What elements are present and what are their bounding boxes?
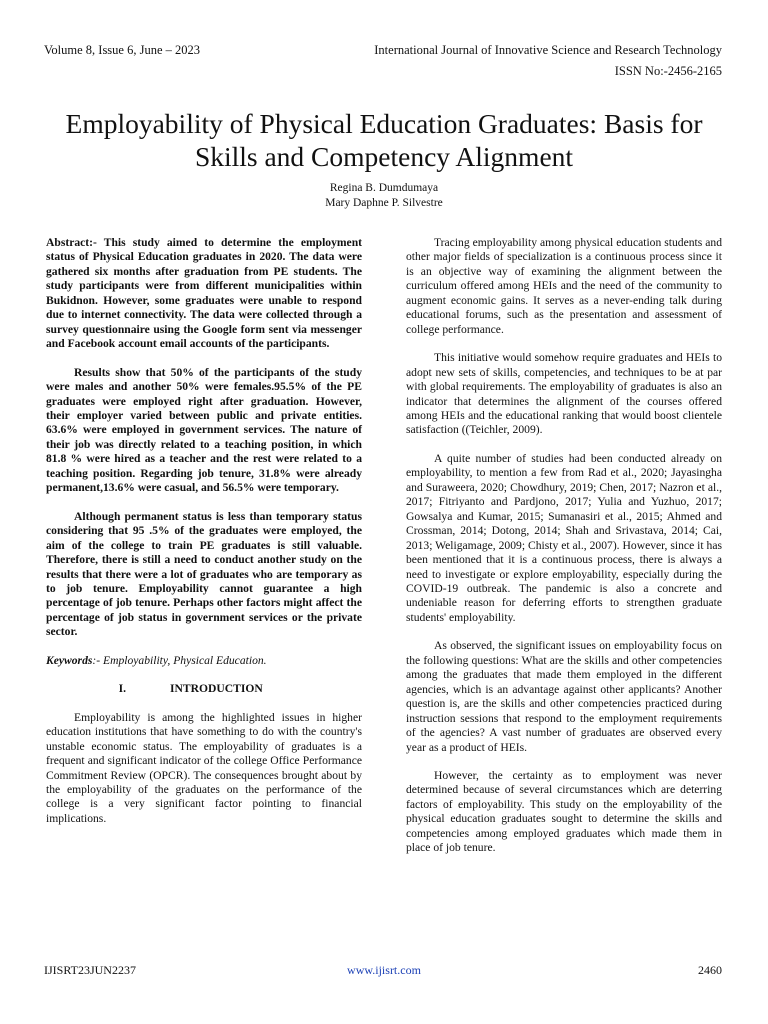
body-paragraph: As observed, the significant issues on employability focus on the following questions: What are the skills and other competencies among the graduates that made them employed in the different agencies, which is an advantage against other applicants? Another question is, are the skills and other competencies practiced during instruction sessions that respond to the employment requirements of the agencies? A vast number of graduates are observed every year as a product of HEIs. [406,639,722,754]
abstract-paragraph: Results show that 50% of the participants of the study were males and another 50% were females.95.5% of the PE graduates were employed right after graduation. However, their employer varied between public and private entities. 63.6% were employed in government services. The nature of their job was directly related to a teaching position, in which 81.8 % were hired as a teacher and the rest were related to a teaching position. Regarding job tenure, 31.8% were already permanent,13.6% were casual, and 56.5% were temporary. [46,365,362,495]
author-name: Mary Daphne P. Silvestre [325,197,443,209]
journal-volume: Volume 8, Issue 6, June – 2023 [44,43,201,57]
body-paragraph: However, the certainty as to employment was never determined because of several circumstances which are deterring factors of employability. This study on the employability of the physical education graduates sought to determine the skills and competencies among employed graduates which made them in place of job tenure. [406,768,722,855]
abstract-paragraph: Although permanent status is less than temporary status considering that 95 .5% of the graduates were employed, the aim of the college to train PE graduates is still valuable. Therefore, there is still a need to conduct another study on the results that there were a lot of graduates who are temporary as to job tenure. Employability cannot guarantee a high percentage of job tenure. Perhaps other factors might affect the percentage of job status in government services or the private sector. [46,509,362,639]
body-paragraph: Employability is among the highlighted issues in higher education institutions that have something to do with the country's unstable economic status. The employability of graduates is a frequent and significant indicator of the college Office Performance Commitment Review (OPCR). The consequences brought about by the employability of the graduates on the performance of the college is a very significant factor pointing to financial implications. [46,710,362,825]
footer-paper-id: IJISRT23JUN2237 [44,963,136,977]
author-list [0,181,768,211]
keywords [46,654,362,668]
right-column [406,236,722,870]
left-column [46,236,362,840]
keywords-text: :- Employability, Physical Education. [92,653,267,667]
footer-website-link[interactable]: www.ijisrt.com [347,963,421,977]
section-number: I. [118,682,126,696]
author-name: Regina B. Dumdumaya [329,182,439,194]
body-paragraph: A quite number of studies had been conducted already on employability, to mention a few from Rad et al., 2020; Jayasingha and Suraweera, 2020; Chowdhury, 2019; Chen, 2017; Nazron et al., 2017; Fitriyanto and Pardjono, 2017; Yulia and Yuzhuo, 2017; Gowsalya and Kumar, 2015; Sumanasiri et al., 2015; Ahmed and Crossman, 2014; Dotong, 2014; Shah and Srivastava, 2014; Cai, 2013; Weligamage, 2009; Chisty et al., 2007). However, since it has been mentioned that it is a continuous process, there is always a need to investigate or explore employability, especially during the COVID-19 outbreak. The pandemic is also a concrete and undeniable reason for deferring efforts to strengthen graduate students' employability. [406,451,722,624]
section-title: INTRODUCTION [170,682,263,696]
body-paragraph: Tracing employability among physical education students and other major fields of specialization is a continuous process since it is an objective way of examining the alignment between the curriculum offered among HEIs and the need of the community to augment economic gains. It serves as a never-ending talk during educational forums, such as the presentation and assessment of college performance. [406,236,722,336]
journal-issn: ISSN No:-2456-2165 [614,64,722,78]
journal-name: International Journal of Innovative Science and Research Technology [374,43,722,57]
section-heading [46,682,362,696]
keywords-label: Keywords [46,653,93,667]
paper-title: Employability of Physical Education Graduates: Basis for Skills and Competency Alignment [65,108,703,173]
body-paragraph: This initiative would somehow require graduates and HEIs to adopt new sets of skills, competencies, and techniques to be at par with global requirements. The employability of graduates is also an indicator that determines the alignment of the courses offered among HEIs and the educational ranking that would boost clientele satisfaction ((Teichler, 2009). [406,351,722,437]
abstract-paragraph: Abstract:- This study aimed to determine the employment status of Physical Education graduates in 2020. The data were gathered six months after graduation from PE students. The study participants were from different municipalities within Bukidnon. However, some graduates were unable to respond due to internet connectivity. The data were collected through a survey questionnaire using the Google form sent via messenger and Facebook account email accounts of the participants. [46,236,362,351]
page-number: 2460 [698,963,722,977]
